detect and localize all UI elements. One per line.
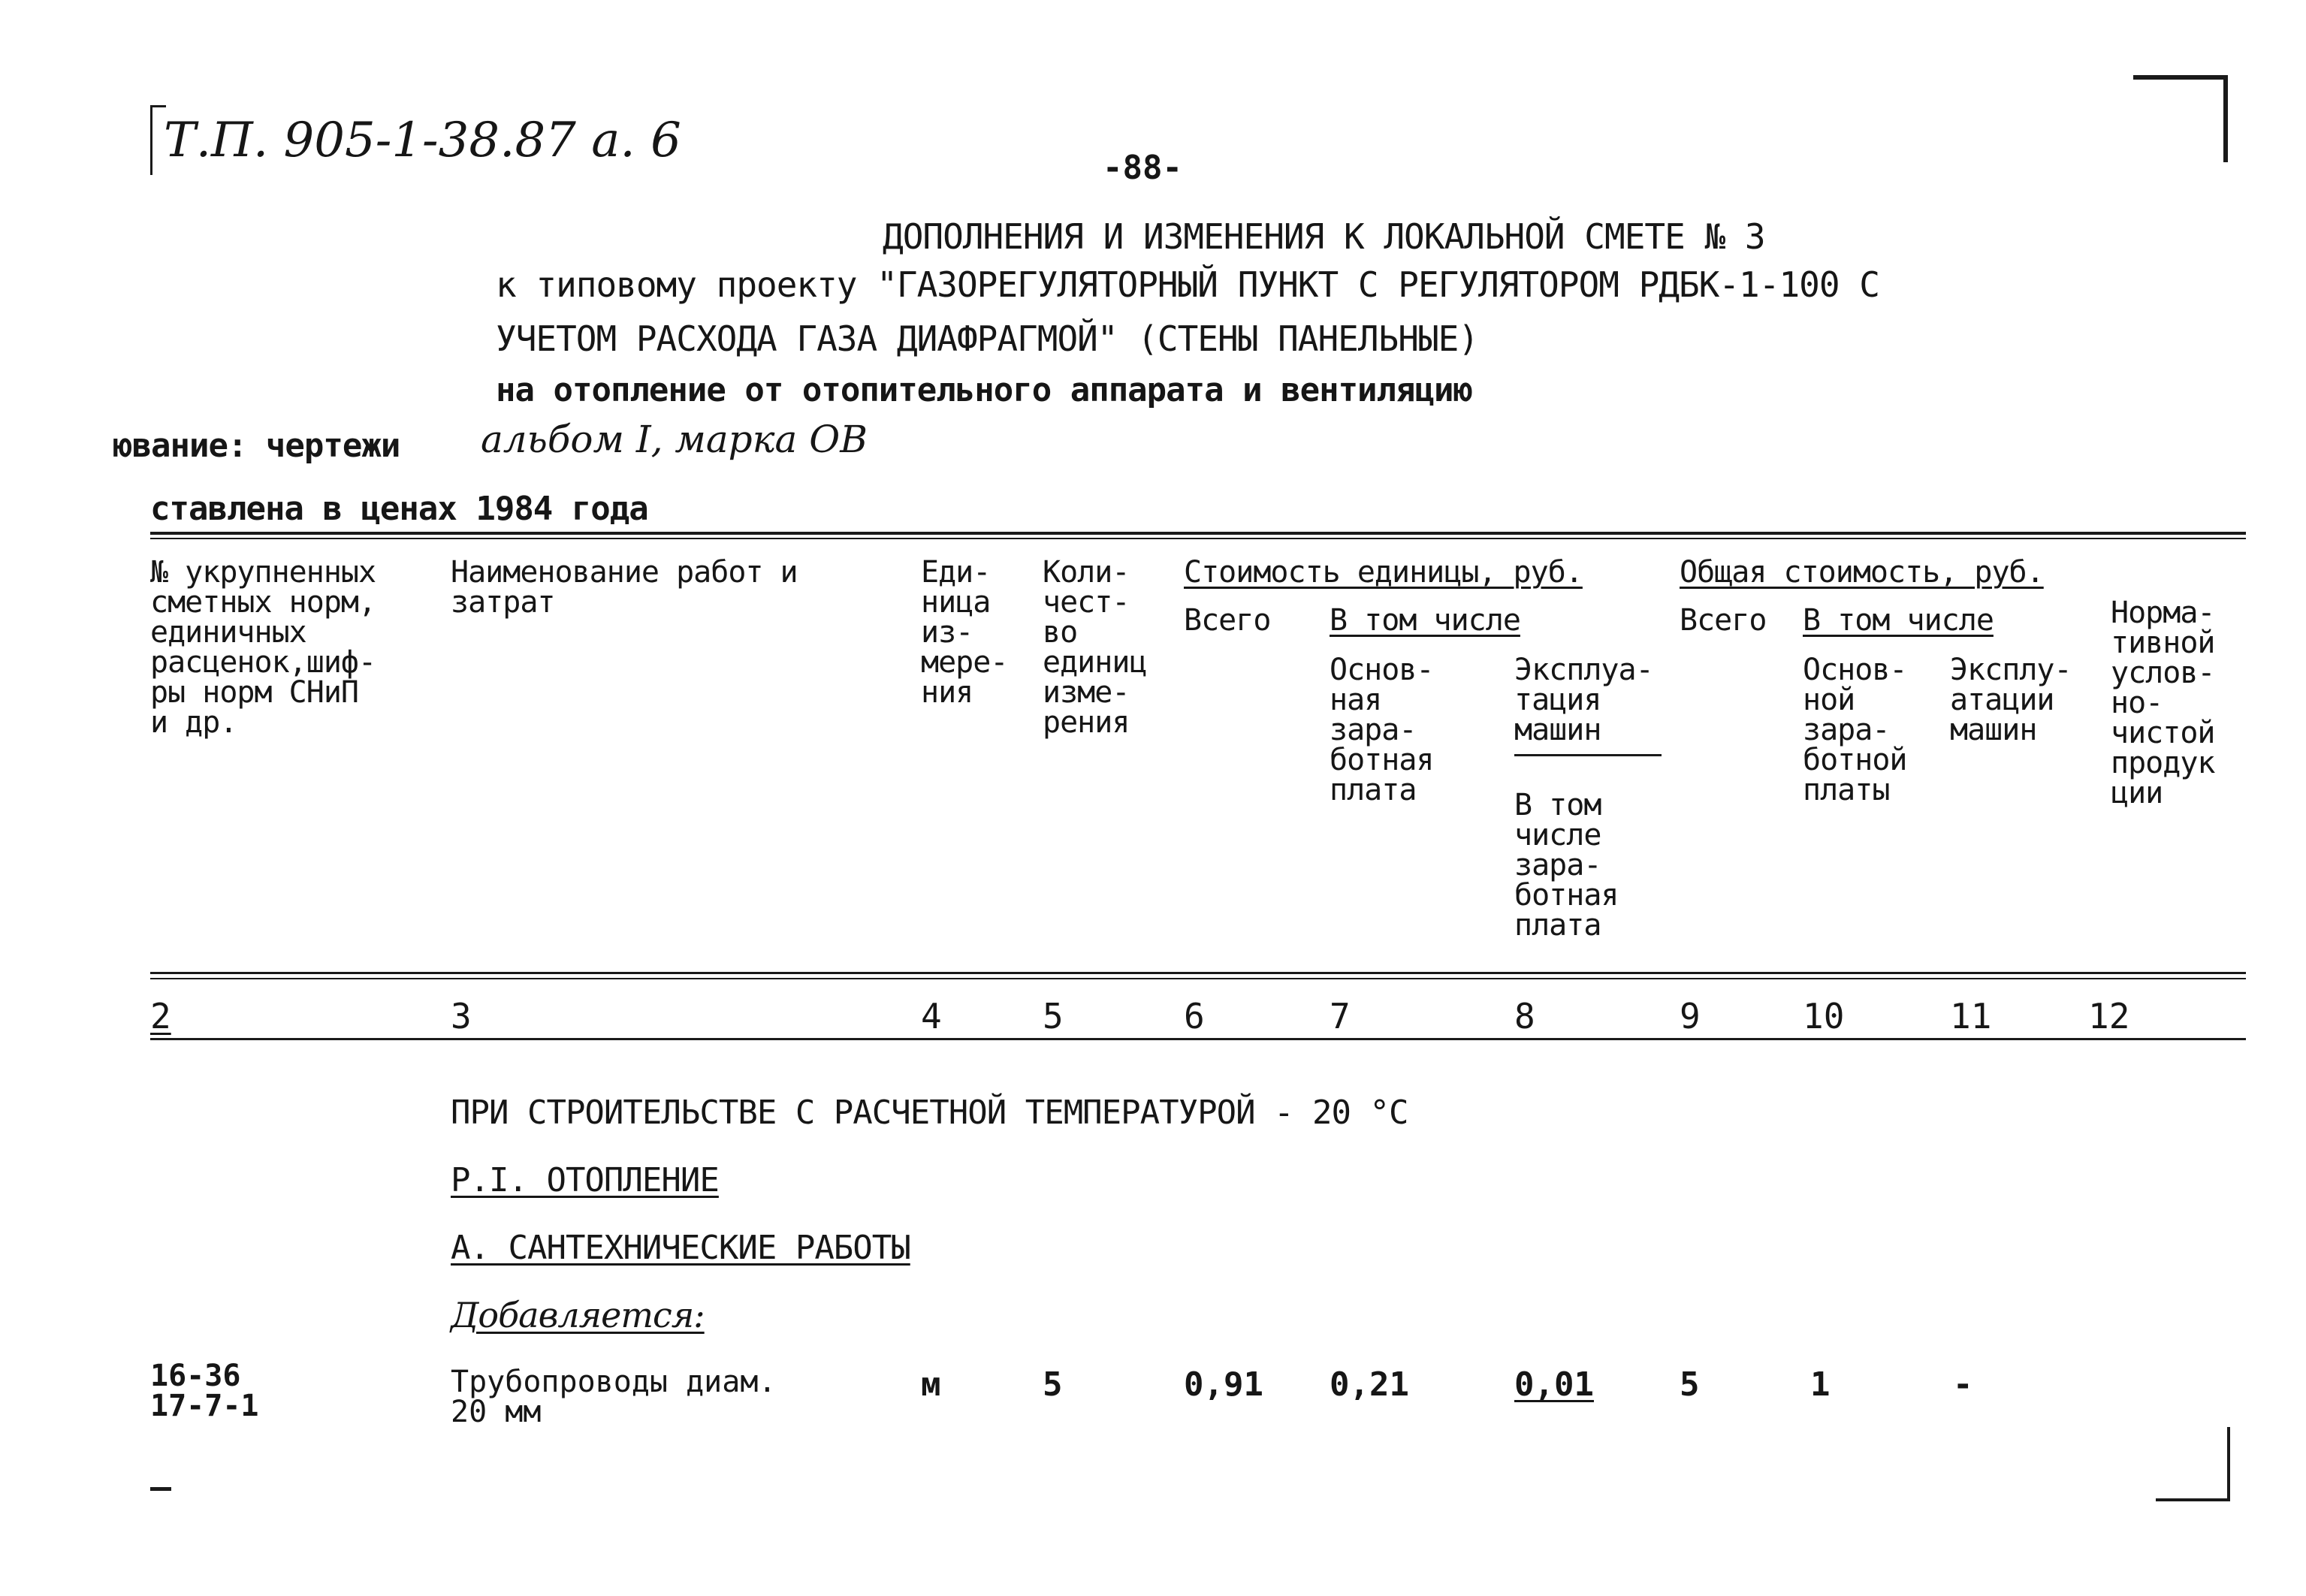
header-bottom-rule [150, 972, 2246, 974]
table-top-rule [150, 532, 2246, 535]
col-number-4: 4 [921, 996, 942, 1036]
col-number-9: 9 [1680, 996, 1701, 1036]
header-col-10: Основ- ной зара- ботной платы [1803, 653, 1907, 807]
col-number-10: 10 [1803, 996, 1845, 1036]
col-number-7: 7 [1330, 996, 1351, 1036]
col-number-2: 2 [150, 996, 171, 1036]
corner-mark-bottom-right [2156, 1427, 2230, 1501]
row-unit-total: 0,91 [1184, 1365, 1263, 1404]
header-incl-10: В том числе [1803, 603, 1994, 638]
title-line-3: УЧЕТОМ РАСХОДА ГАЗА ДИАФРАГМОЙ" (СТЕНЫ ПАНЕЛЬНЫЕ) [496, 318, 1479, 359]
header-total-cost: Общая стоимость, руб. [1680, 555, 2044, 590]
header-incl-7: В том числе [1330, 603, 1520, 638]
row-total-wage: 1 [1810, 1365, 1831, 1404]
title-line-4: на отопление от отопительного аппарата и вентиляцию [496, 371, 1473, 409]
row-name-line-1: Трубопроводы диам. [451, 1365, 777, 1399]
col-number-5: 5 [1043, 996, 1064, 1036]
prices-line: ставлена в ценах 1984 года [150, 490, 648, 528]
row-code-line-1: 16-36 [150, 1359, 241, 1393]
row-code-line-2: 17-7-1 [150, 1389, 259, 1423]
row-unit-machine: 0,01 [1514, 1365, 1594, 1404]
title-line-1: ДОПОЛНЕНИЯ И ИЗМЕНЕНИЯ К ЛОКАЛЬНОЙ СМЕТЕ № 3 [883, 216, 1765, 257]
document-code: Т.П. 905-1-38.87 а. 6 [164, 113, 681, 168]
row-name-line-2: 20 мм [451, 1395, 542, 1429]
header-col-4: Еди- ница из- мере- ния [921, 555, 1008, 710]
col-number-12: 12 [2088, 996, 2130, 1036]
corner-mark-top-left [150, 105, 166, 175]
header-col-8: Эксплуа- тация машин [1514, 653, 1653, 747]
basis-label: ювание: чертежи [113, 427, 400, 465]
row-unit: м [921, 1365, 941, 1404]
section-added: Добавляется: [451, 1295, 705, 1335]
col-number-6: 6 [1184, 996, 1205, 1036]
header-unit-cost: Стоимость единицы, руб. [1184, 555, 1583, 590]
section-subpart: А. САНТЕХНИЧЕСКИЕ РАБОТЫ [451, 1229, 910, 1267]
row-total-machine: - [1953, 1365, 1973, 1404]
table-top-rule-thin [150, 538, 2246, 539]
header-col-7: Основ- ная зара- ботная плата [1330, 653, 1434, 807]
header-col-3: Наименование работ и затрат [451, 555, 798, 620]
col-number-8: 8 [1514, 996, 1535, 1036]
header-col-8b: В том числе зара- ботная плата [1514, 788, 1619, 943]
col-number-3: 3 [451, 996, 472, 1036]
basis-handwritten: альбом I, марка ОВ [481, 418, 868, 461]
col-8-divider [1514, 754, 1662, 756]
edge-dash [150, 1487, 171, 1491]
section-part: Р.I. ОТОПЛЕНИЕ [451, 1161, 719, 1199]
corner-mark-top-right [2133, 75, 2228, 162]
title-line-2: к типовому проекту "ГАЗОРЕГУЛЯТОРНЫЙ ПУНКТ С РЕГУЛЯТОРОМ РДБК-1-100 С [496, 264, 1879, 305]
header-col-5: Коли- чест- во единиц изме- рения [1043, 555, 1147, 740]
header-col-9: Всего [1680, 603, 1767, 638]
row-total: 5 [1680, 1365, 1700, 1404]
row-quantity: 5 [1043, 1365, 1063, 1404]
col-numbers-rule [150, 1038, 2246, 1040]
row-unit-wage: 0,21 [1330, 1365, 1409, 1404]
section-condition: ПРИ СТРОИТЕЛЬСТВЕ С РАСЧЕТНОЙ ТЕМПЕРАТУРОЙ - 20 °С [451, 1094, 1408, 1132]
header-col-12: Норма- тивной услов- но- чистой продук ции [2111, 596, 2215, 810]
header-col-2: № укрупненных сметных норм, единичных расценок,шиф- ры норм СНиП и др. [150, 555, 376, 740]
col-number-11: 11 [1950, 996, 1992, 1036]
header-bottom-rule-thin [150, 978, 2246, 979]
header-col-11: Эксплу- атации машин [1950, 653, 2072, 747]
header-col-6: Всего [1184, 603, 1271, 638]
page-number: -88- [1103, 149, 1182, 187]
